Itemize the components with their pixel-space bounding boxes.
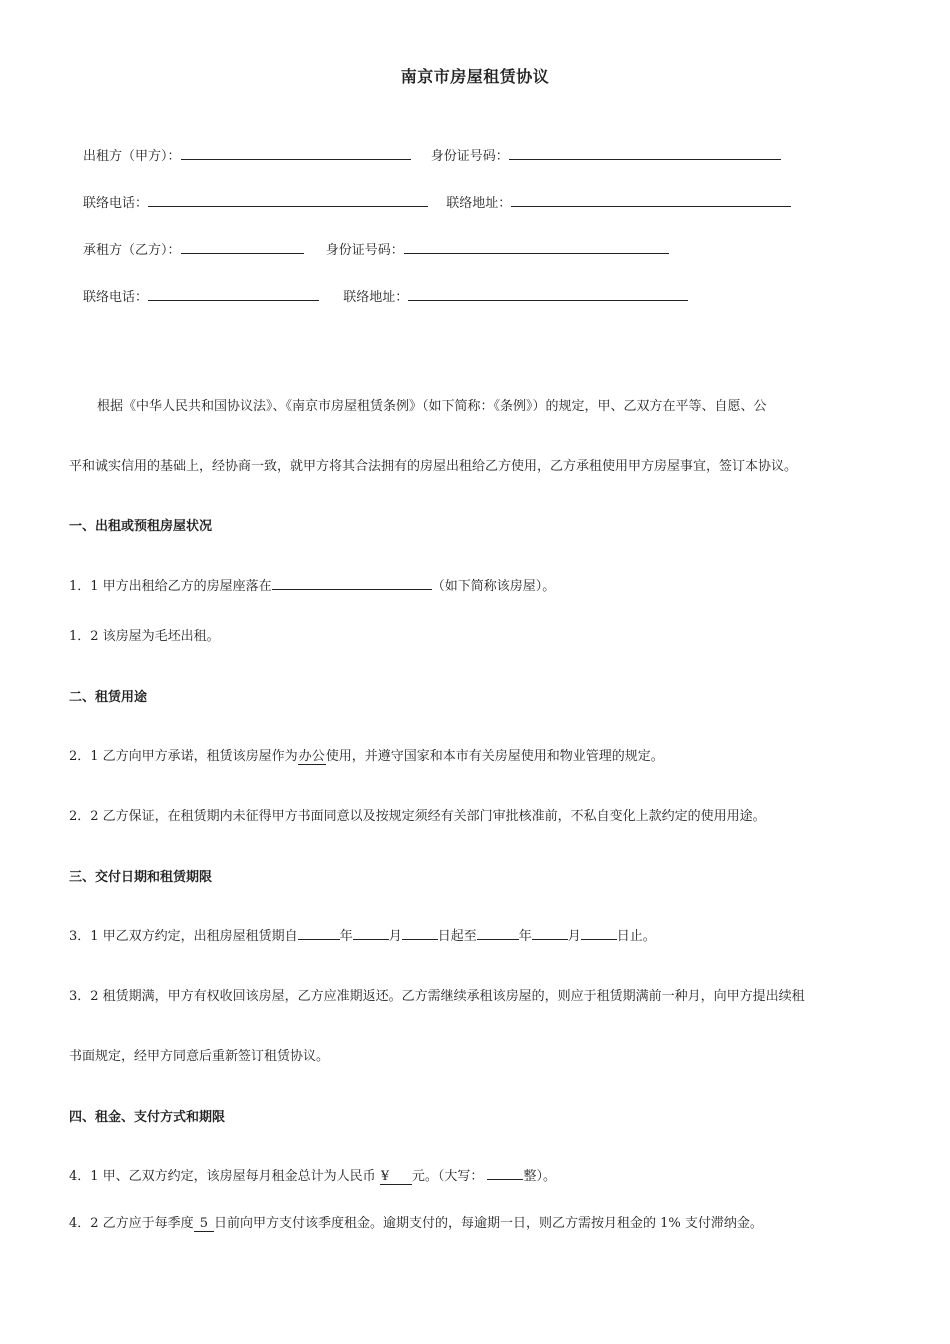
year-label-2: 年 <box>518 929 532 944</box>
day-to-label: 日止。 <box>616 929 656 944</box>
start-month-blank <box>353 926 389 940</box>
start-year-blank <box>298 926 340 940</box>
lessee-label: 承租方（乙方）： <box>83 243 181 258</box>
lessee-id-blank <box>404 240 669 254</box>
lessee-address-blank <box>408 287 688 301</box>
clause-1-1 <box>69 575 881 594</box>
clause-4-2-text: 4．2 乙方应于每季度 <box>69 1216 194 1231</box>
usage-value: 办公 <box>298 749 325 764</box>
clause-4-1-tail: 整）。 <box>523 1169 556 1184</box>
start-day-blank <box>402 926 438 940</box>
clause-1-1-tail: （如下简称该房屋）。 <box>431 579 556 594</box>
rent-amount-blank <box>380 1169 412 1185</box>
lessee-name-blank <box>181 240 304 254</box>
lessor-row <box>83 146 781 166</box>
section-4-heading: 四、租金、支付方式和期限 <box>69 1110 226 1125</box>
lessor-phone-blank <box>148 193 428 207</box>
intro-line-2: 平和诚实信用的基础上，经协商一致，就甲方将其合法拥有的房屋出租给乙方使用，乙方承租使用甲方房屋事宜，签订本协议。 <box>69 459 798 474</box>
section-3-heading: 三、交付日期和租赁期限 <box>69 870 213 885</box>
lessee-contact-row <box>83 287 688 307</box>
lessee-id-label: 身份证号码： <box>325 243 404 258</box>
lessor-label: 出租方（甲方）： <box>83 149 181 164</box>
clause-4-1-text: 4．1 甲、乙双方约定，该房屋每月租金总计为人民币 <box>69 1169 376 1184</box>
lessee-address-label: 联络地址： <box>343 290 409 305</box>
lessee-phone-label: 联络电话： <box>83 290 149 305</box>
lessee-phone-blank <box>148 287 319 301</box>
section-1-heading: 一、出租或预租房屋状况 <box>69 519 213 534</box>
lessor-contact-row <box>83 193 791 213</box>
clause-4-1 <box>69 1165 881 1185</box>
clause-4-2-tail: 日前向甲方支付该季度租金。逾期支付的，每逾期一日，则乙方需按月租金的 1% 支付滞纳金。 <box>213 1216 763 1231</box>
clause-4-2 <box>69 1212 881 1231</box>
lessor-address-label: 联络地址： <box>446 196 512 211</box>
end-day-blank <box>581 926 617 940</box>
intro-line-1: 根据《中华人民共和国协议法》、《南京市房屋租赁条例》（如下简称：《条例》）的规定，甲、乙双方在平等、自愿、公 <box>97 399 767 414</box>
month-label-1: 月 <box>388 929 402 944</box>
clause-3-1-text: 3．1 甲乙双方约定，出租房屋租赁期自 <box>69 929 298 944</box>
end-year-blank <box>477 926 519 940</box>
clause-1-1-text: 1．1 甲方出租给乙方的房屋座落在 <box>69 579 272 594</box>
clause-3-1 <box>69 925 881 944</box>
lessor-id-blank <box>509 146 781 160</box>
page-title: 南京市房屋租赁协议 <box>400 67 550 86</box>
clause-2-1-tail: 使用，并遵守国家和本市有关房屋使用和物业管理的规定。 <box>325 749 664 764</box>
lessor-id-label: 身份证号码： <box>430 149 509 164</box>
section-2-heading: 二、租赁用途 <box>69 690 148 705</box>
clause-4-1-mid: 元。（大写： <box>411 1169 484 1184</box>
clause-2-1 <box>69 745 881 764</box>
rent-uppercase-blank <box>487 1166 523 1180</box>
clause-1-2: 1．2 该房屋为毛坯出租。 <box>69 629 220 644</box>
clause-2-2: 2．2 乙方保证，在租赁期内未征得甲方书面同意以及按规定须经有关部门审批核准前，不私自变化上款约定的使用用途。 <box>69 809 766 824</box>
year-label-1: 年 <box>339 929 353 944</box>
lessor-name-blank <box>181 146 411 160</box>
property-address-blank <box>272 576 432 590</box>
lessor-phone-label: 联络电话： <box>83 196 149 211</box>
clause-3-2-line-1: 3．2 租赁期满，甲方有权收回该房屋，乙方应准期返还。乙方需继续承租该房屋的，则应于租赁期满前一种月，向甲方提出续租 <box>69 989 805 1004</box>
yen-sign: ¥ <box>380 1169 390 1184</box>
clause-3-2-line-2: 书面规定，经甲方同意后重新签订租赁协议。 <box>69 1049 330 1064</box>
clause-2-1-text: 2．1 乙方向甲方承诺，租赁该房屋作为 <box>69 749 298 764</box>
day-from-label: 日起至 <box>437 929 477 944</box>
lessee-row <box>83 240 669 260</box>
payment-day-value: 5 <box>194 1216 214 1232</box>
end-month-blank <box>532 926 568 940</box>
month-label-2: 月 <box>567 929 581 944</box>
lessor-address-blank <box>511 193 791 207</box>
